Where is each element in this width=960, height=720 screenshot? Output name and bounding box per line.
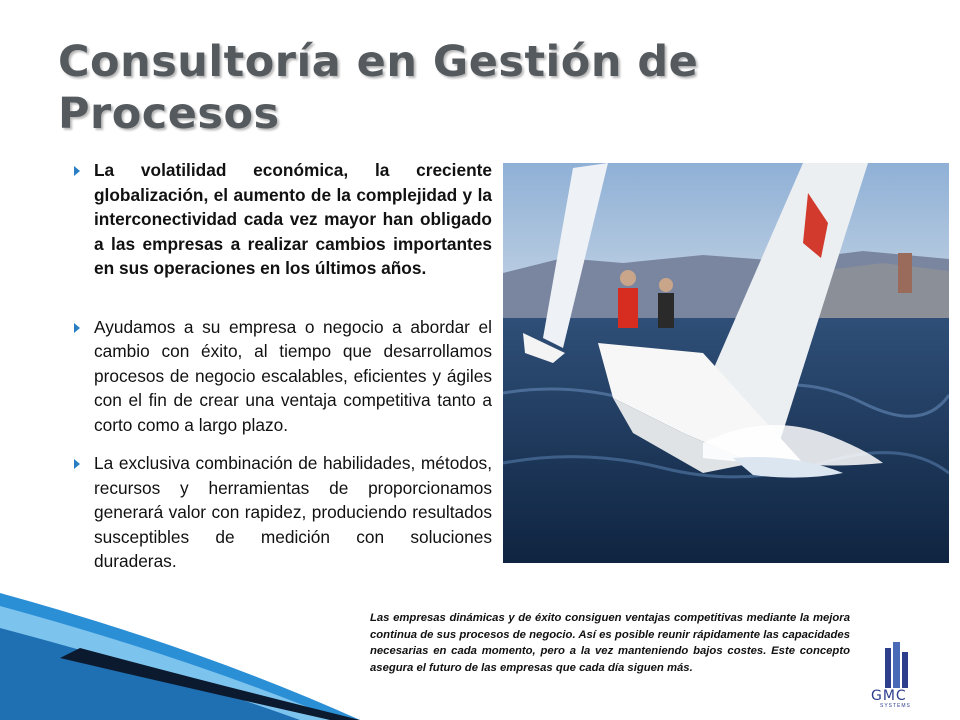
logo-name: GMC <box>871 688 907 704</box>
logo-subtitle: SYSTEMS <box>880 703 911 709</box>
bullet-text: La volatilidad económica, la creciente globalización, el aumento de la complejidad y la interconectividad cada vez mayor han obligado a las empresas a realizar cambios importantes en sus operaciones en los últimos años. <box>94 160 492 278</box>
bullet-item <box>72 315 492 438</box>
triangle-bullet-icon <box>74 323 80 333</box>
triangle-bullet-icon <box>74 459 80 469</box>
caption-text: Las empresas dinámicas y de éxito consiguen ventajas competitivas mediante la mejora continua de sus procesos de negocio. Así es posible reunir rápidamente las capacidades necesarias en cada momento, pero a la vez manteniendo bajos costes. Este concepto asegura el futuro de las empresas que cada día siguen más. <box>370 612 850 674</box>
slide-title: Consultoría en Gestión de Procesos <box>58 37 699 139</box>
bullet-item <box>72 158 492 281</box>
bullet-text: Ayudamos a su empresa o negocio a abordar el cambio con éxito, al tiempo que desarrollamos procesos de negocio escalables, eficientes y ágiles con el fin de crear una ventaja competitiva tanto a corto como a largo plazo. <box>94 316 492 435</box>
triangle-bullet-icon <box>74 166 80 176</box>
bullet-item <box>72 451 492 574</box>
bullet-list <box>72 158 492 574</box>
sailboat-photo <box>503 163 949 563</box>
sailboat-illustration <box>503 163 949 563</box>
bullet-text: La exclusiva combinación de habilidades, métodos, recursos y herramientas de proporcionamos generará valor con rapidez, produciendo resultados susceptibles de medición con soluciones duraderas. <box>94 453 492 571</box>
decorative-swoosh <box>0 588 360 720</box>
